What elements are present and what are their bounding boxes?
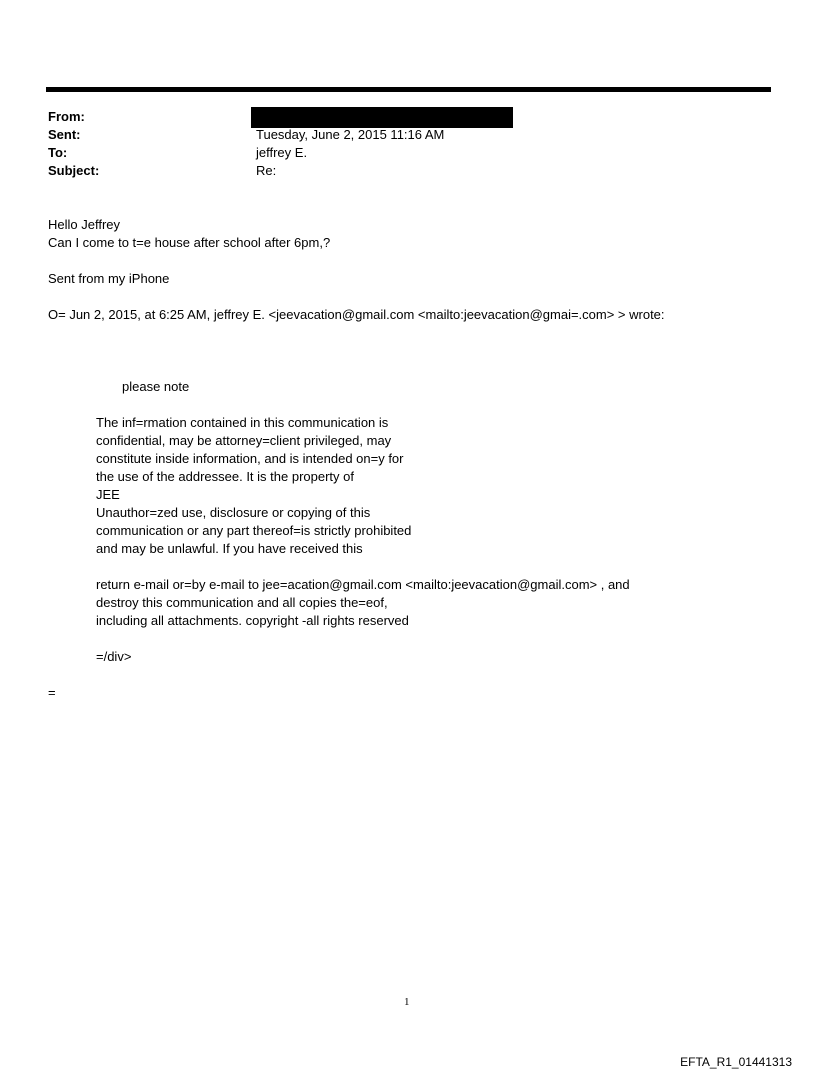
to-label: To:	[48, 145, 68, 160]
header-to-row	[48, 144, 307, 162]
disclaimer-line: JEE	[96, 487, 120, 502]
disclaimer-line: constitute inside information, and is intended on=y for	[96, 451, 404, 466]
document-id: EFTA_R1_01441313	[680, 1055, 792, 1069]
disclaimer-line: communication or any part thereof=is strictly prohibited	[96, 523, 412, 538]
to-value: jeffrey E.	[256, 145, 308, 160]
sent-value: Tuesday, June 2, 2015 11:16 AM	[256, 127, 445, 142]
quoted-intro: O= Jun 2, 2015, at 6:25 AM, jeffrey E. <jeevacation@gmail.com <mailto:jeevacation@gmai=.com> > wrote:	[48, 307, 665, 322]
disclaimer-line: the use of the addressee. It is the property of	[96, 469, 354, 484]
header-from-row	[48, 108, 256, 126]
signature: Sent from my iPhone	[48, 271, 170, 286]
trailing-equals: =	[48, 685, 56, 700]
disclaimer-line: Unauthor=zed use, disclosure or copying of this	[96, 505, 371, 520]
message: Can I come to t=e house after school after 6pm,?	[48, 235, 331, 250]
disclaimer-line: including all attachments. copyright -all rights reserved	[96, 613, 409, 628]
header-sent-row	[48, 126, 444, 144]
disclaimer-line: The inf=rmation contained in this communication is	[96, 415, 389, 430]
from-label: From:	[48, 109, 85, 124]
disclaimer-line: confidential, may be attorney=client privileged, may	[96, 433, 392, 448]
disclaimer-line: destroy this communication and all copies the=eof,	[96, 595, 388, 610]
sent-label: Sent:	[48, 127, 81, 142]
top-horizontal-rule	[46, 87, 771, 92]
subject-label: Subject:	[48, 163, 100, 178]
redaction-bar	[251, 107, 513, 128]
disclaimer-note: please note	[122, 379, 190, 394]
subject-value: Re:	[256, 163, 277, 178]
header-subject-row	[48, 162, 276, 180]
page-number: 1	[404, 996, 410, 1008]
div-close-text: =/div>	[96, 649, 132, 664]
greeting: Hello Jeffrey	[48, 217, 121, 232]
disclaimer-line: return e-mail or=by e-mail to jee=acation@gmail.com <mailto:jeevacation@gmail.com> , and	[96, 577, 630, 592]
disclaimer-line: and may be unlawful. If you have received this	[96, 541, 363, 556]
